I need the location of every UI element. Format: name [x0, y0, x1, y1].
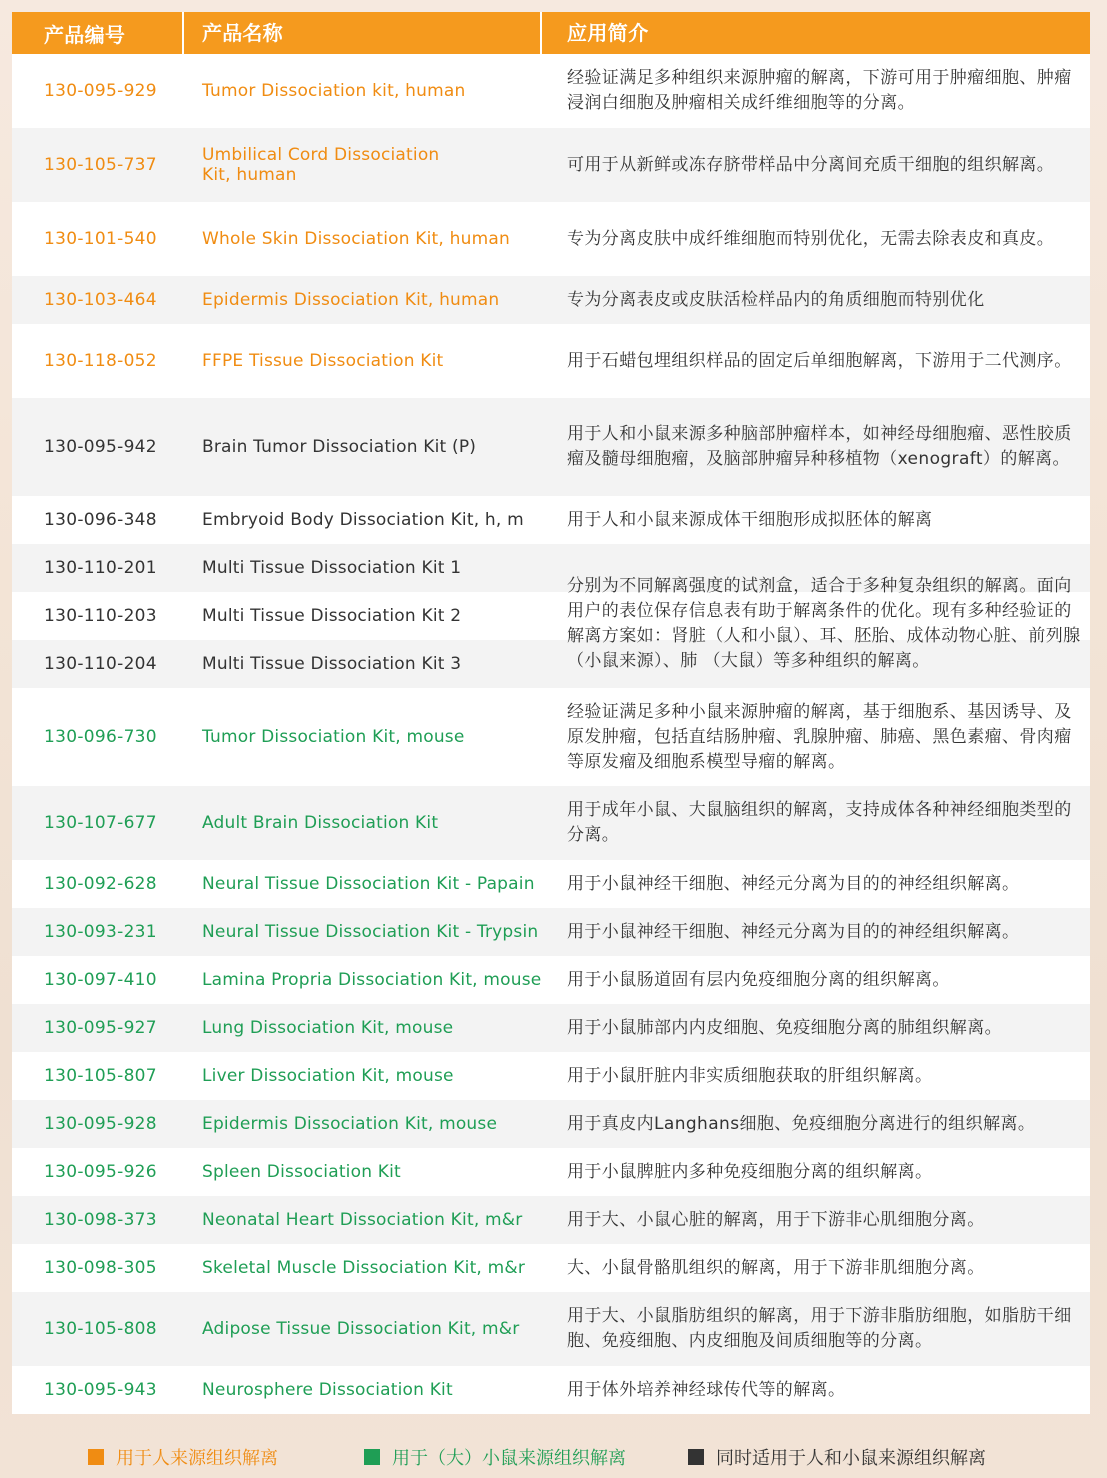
product-code: 130-118-052	[44, 351, 157, 371]
product-name: Multi Tissue Dissociation Kit 2	[202, 606, 462, 626]
product-code: 130-095-928	[44, 1114, 157, 1134]
product-name: Multi Tissue Dissociation Kit 3	[202, 654, 462, 674]
multi-tissue-description: 分别为不同解离强度的试剂盒，适合于多种复杂组织的解离。面向用户的表位保存信息表有助于解离条件的优化。现有多种经验证的解离方案如：肾脏（人和小鼠）、耳、胚胎、成体动物心脏、前列腺（小鼠来源）、肺 （大鼠）等多种组织的解离。	[567, 576, 1081, 671]
product-code: 130-095-926	[44, 1162, 157, 1182]
product-code: 130-095-943	[44, 1380, 157, 1400]
table-row	[12, 54, 1090, 128]
legend	[0, 1440, 1107, 1474]
product-description: 用于石蜡包埋组织样品的固定后单细胞解离，下游用于二代测序。	[567, 350, 1072, 371]
table-row	[12, 688, 1090, 786]
legend-item-both	[688, 1440, 986, 1474]
product-description: 用于成年小鼠、大鼠脑组织的解离，支持成体各种神经细胞类型的分离。	[567, 800, 1072, 845]
product-description: 用于小鼠脾脏内多种免疫细胞分离的组织解离。	[567, 1161, 933, 1182]
table-row	[12, 1244, 1090, 1292]
product-name: Neurosphere Dissociation Kit	[202, 1380, 453, 1400]
table-row	[12, 1196, 1090, 1244]
product-description: 用于小鼠神经干细胞、神经元分离为目的的神经组织解离。	[567, 921, 1020, 942]
product-name: Neural Tissue Dissociation Kit - Papain	[202, 874, 535, 894]
product-name: Skeletal Muscle Dissociation Kit, m&r	[202, 1258, 526, 1278]
header-code: 产品编号	[44, 22, 126, 47]
product-code: 130-105-737	[44, 155, 157, 175]
table-row	[12, 1052, 1090, 1100]
orange-square-icon	[88, 1449, 104, 1465]
header-divider	[540, 12, 542, 54]
product-description: 经验证满足多种小鼠来源肿瘤的解离，基于细胞系、基因诱导、及原发肿瘤，包括直结肠肿瘤、乳腺肿瘤、肺癌、黑色素瘤、骨肉瘤等原发瘤及细胞系模型导瘤的解离。	[567, 701, 1072, 772]
product-name: Tumor Dissociation kit, human	[202, 81, 466, 101]
product-code: 130-110-204	[44, 654, 157, 674]
table-row	[12, 202, 1090, 276]
product-table	[12, 12, 1090, 1414]
product-description: 用于大、小鼠心脏的解离，用于下游非心肌细胞分离。	[567, 1209, 985, 1230]
product-code: 130-095-942	[44, 437, 157, 457]
product-code: 130-095-927	[44, 1018, 157, 1038]
legend-item-mouse	[364, 1440, 626, 1474]
product-description: 用于小鼠肝脏内非实质细胞获取的肝组织解离。	[567, 1065, 933, 1086]
product-code: 130-107-677	[44, 813, 157, 833]
product-code: 130-092-628	[44, 874, 157, 894]
product-code: 130-110-203	[44, 606, 157, 626]
table-row	[12, 1100, 1090, 1148]
table-row	[12, 1366, 1090, 1414]
product-description: 用于小鼠肠道固有层内免疫细胞分离的组织解离。	[567, 969, 950, 990]
product-description: 经验证满足多种组织来源肿瘤的解离，下游可用于肿瘤细胞、肿瘤浸润白细胞及肿瘤相关成纤维细胞等的分离。	[567, 68, 1072, 113]
product-name: Adipose Tissue Dissociation Kit, m&r	[202, 1319, 520, 1339]
product-name: FFPE Tissue Dissociation Kit	[202, 351, 444, 371]
header-name: 产品名称	[202, 21, 283, 45]
table-row	[12, 1004, 1090, 1052]
product-name: Liver Dissociation Kit, mouse	[202, 1066, 454, 1086]
product-code: 130-098-373	[44, 1210, 157, 1230]
table-row	[12, 324, 1090, 398]
product-code: 130-110-201	[44, 558, 157, 578]
product-description: 专为分离皮肤中成纤维细胞而特别优化，无需去除表皮和真皮。	[567, 228, 1055, 249]
product-name: Brain Tumor Dissociation Kit (P)	[202, 437, 477, 457]
product-code: 130-096-730	[44, 727, 157, 747]
header-desc: 应用简介	[567, 20, 649, 45]
product-description: 用于人和小鼠来源多种脑部肿瘤样本，如神经母细胞瘤、恶性胶质瘤及髓母细胞瘤，及脑部肿瘤异种移植物（xenograft）的解离。	[567, 424, 1072, 469]
product-description: 用于大、小鼠脂肪组织的解离，用于下游非脂肪细胞，如脂肪干细胞、免疫细胞、内皮细胞及间质细胞等的分离。	[567, 1306, 1072, 1351]
product-description: 可用于从新鲜或冻存脐带样品中分离间充质干细胞的组织解离。	[567, 154, 1055, 175]
table-row	[12, 908, 1090, 956]
product-name: Multi Tissue Dissociation Kit 1	[202, 558, 462, 578]
table-header	[12, 12, 1090, 54]
product-name: Spleen Dissociation Kit	[202, 1162, 401, 1182]
product-description: 用于人和小鼠来源成体干细胞形成拟胚体的解离	[567, 509, 933, 530]
table-row	[12, 860, 1090, 908]
legend-label: 同时适用于人和小鼠来源组织解离	[716, 1448, 986, 1469]
product-code: 130-105-807	[44, 1066, 157, 1086]
product-name: Lamina Propria Dissociation Kit, mouse	[202, 970, 542, 990]
product-name: Adult Brain Dissociation Kit	[202, 813, 439, 833]
gray-square-icon	[688, 1449, 704, 1465]
product-code: 130-095-929	[44, 81, 157, 101]
legend-label: 用于（大）小鼠来源组织解离	[392, 1448, 626, 1469]
product-code: 130-096-348	[44, 510, 157, 530]
table-row	[12, 956, 1090, 1004]
product-code: 130-103-464	[44, 290, 157, 310]
product-code: 130-101-540	[44, 229, 157, 249]
product-description: 大、小鼠骨骼肌组织的解离，用于下游非肌细胞分离。	[567, 1257, 985, 1278]
product-name: Epidermis Dissociation Kit, mouse	[202, 1114, 498, 1134]
green-square-icon	[364, 1449, 380, 1465]
table-row	[12, 1292, 1090, 1366]
product-description: 专为分离表皮或皮肤活检样品内的角质细胞而特别优化	[567, 289, 985, 310]
product-name: Tumor Dissociation Kit, mouse	[202, 727, 465, 747]
product-description: 用于体外培养神经球传代等的解离。	[567, 1379, 846, 1400]
table-row	[12, 398, 1090, 496]
table-row	[12, 786, 1090, 860]
table-row	[12, 1148, 1090, 1196]
product-description: 用于小鼠神经干细胞、神经元分离为目的的神经组织解离。	[567, 873, 1020, 894]
product-code: 130-097-410	[44, 970, 157, 990]
product-description: 用于真皮内Langhans细胞、免疫细胞分离进行的组织解离。	[567, 1113, 1036, 1134]
product-name: Umbilical Cord Dissociation Kit, human	[202, 145, 440, 185]
header-divider	[182, 12, 184, 54]
product-code: 130-098-305	[44, 1258, 157, 1278]
product-code: 130-105-808	[44, 1319, 157, 1339]
product-name: Epidermis Dissociation Kit, human	[202, 290, 500, 310]
legend-item-human	[88, 1440, 278, 1474]
product-name: Neural Tissue Dissociation Kit - Trypsin	[202, 922, 539, 942]
product-name: Whole Skin Dissociation Kit, human	[202, 229, 510, 249]
table-row	[12, 128, 1090, 202]
product-description: 用于小鼠肺部内内皮细胞、免疫细胞分离的肺组织解离。	[567, 1017, 1002, 1038]
product-code: 130-093-231	[44, 922, 157, 942]
legend-label: 用于人来源组织解离	[116, 1448, 278, 1469]
table-row	[12, 496, 1090, 544]
product-name: Embryoid Body Dissociation Kit, h, m	[202, 510, 524, 530]
table-row	[12, 276, 1090, 324]
product-name: Lung Dissociation Kit, mouse	[202, 1018, 454, 1038]
product-name: Neonatal Heart Dissociation Kit, m&r	[202, 1210, 523, 1230]
